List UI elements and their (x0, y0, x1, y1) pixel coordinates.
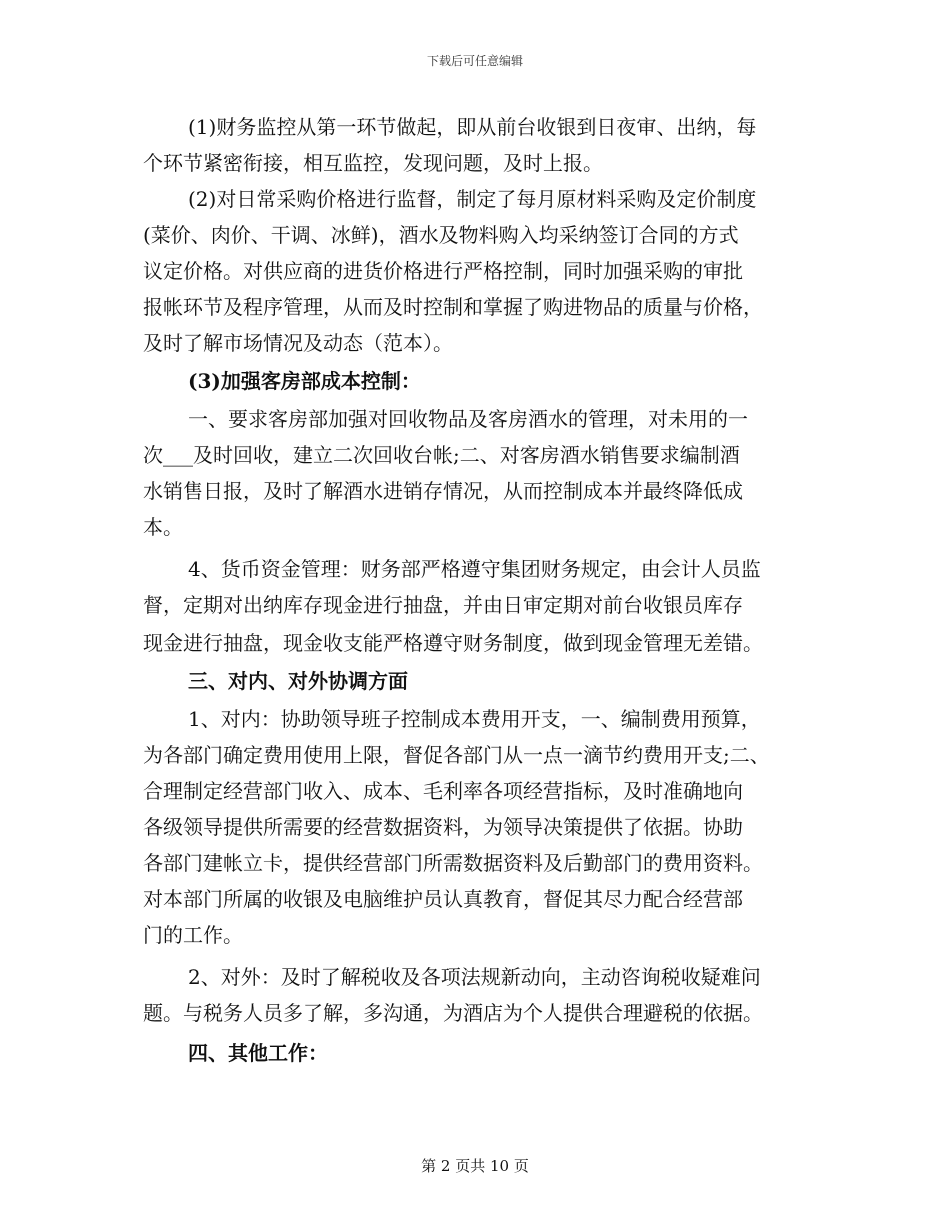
text-line: (1)财务监控从第一环节做起，即从前台收银到日夜审、出纳，每 (188, 115, 757, 139)
page-header: 下载后可任意编辑 (426, 54, 523, 68)
text-line: 题。与税务人员多了解，多沟通，为酒店为个人提供合理避税的依据。 (143, 1001, 763, 1025)
text-line: 1、对内：协助领导班子控制成本费用开支，一、编制费用预算， (188, 707, 761, 731)
text-line: (菜价、肉价、干调、冰鲜)，酒水及物料购入均采纳签订合同的方式 (143, 223, 739, 247)
text-line: 现金进行抽盘，现金收支能严格遵守财务制度，做到现金管理无差错。 (143, 631, 763, 655)
text-line: 督，定期对出纳库存现金进行抽盘，并由日审定期对前台收银员库存 (143, 593, 743, 617)
section-heading: 四、其他工作： (188, 1041, 328, 1065)
text-line: 及时了解市场情况及动态（范本）。 (143, 331, 453, 355)
text-line: 一、要求客房部加强对回收物品及客房酒水的管理，对未用的一 (188, 407, 748, 431)
text-line: 各部门建帐立卡，提供经营部门所需数据资料及后勤部门的费用资料。 (143, 851, 763, 875)
text-line: 为各部门确定费用使用上限，督促各部门从一点一滴节约费用开支;二、 (143, 743, 770, 767)
text-line: 次___及时回收，建立二次回收台帐;二、对客房酒水销售要求编制酒 (143, 443, 740, 467)
text-line: 对本部门所属的收银及电脑维护员认真教育，督促其尽力配合经营部 (143, 887, 743, 911)
text-line: 本。 (143, 515, 183, 539)
text-line: 2、对外：及时了解税收及各项法规新动向，主动咨询税收疑难问 (188, 965, 761, 989)
text-line: 门的工作。 (143, 923, 243, 947)
text-line: 报帐环节及程序管理，从而及时控制和掌握了购进物品的质量与价格， (143, 295, 763, 319)
text-line: 各级领导提供所需要的经营数据资料，为领导决策提供了依据。协助 (143, 815, 743, 839)
text-line: 4、货币资金管理：财务部严格遵守集团财务规定，由会计人员监 (188, 557, 761, 581)
page-footer: 第 2 页共 10 页 (421, 1157, 529, 1175)
text-line: (2)对日常采购价格进行监督，制定了每月原材料采购及定价制度 (188, 187, 757, 211)
text-line: 水销售日报，及时了解酒水进销存情况，从而控制成本并最终降低成 (143, 479, 743, 503)
text-line: 个环节紧密衔接，相互监控，发现问题，及时上报。 (143, 151, 603, 175)
section-heading: (3)加强客房部成本控制： (188, 369, 421, 393)
section-heading: 三、对内、对外协调方面 (188, 669, 408, 693)
text-line: 议定价格。对供应商的进货价格进行严格控制，同时加强采购的审批 (143, 259, 743, 283)
text-line: 合理制定经营部门收入、成本、毛利率各项经营指标，及时准确地向 (143, 779, 743, 803)
